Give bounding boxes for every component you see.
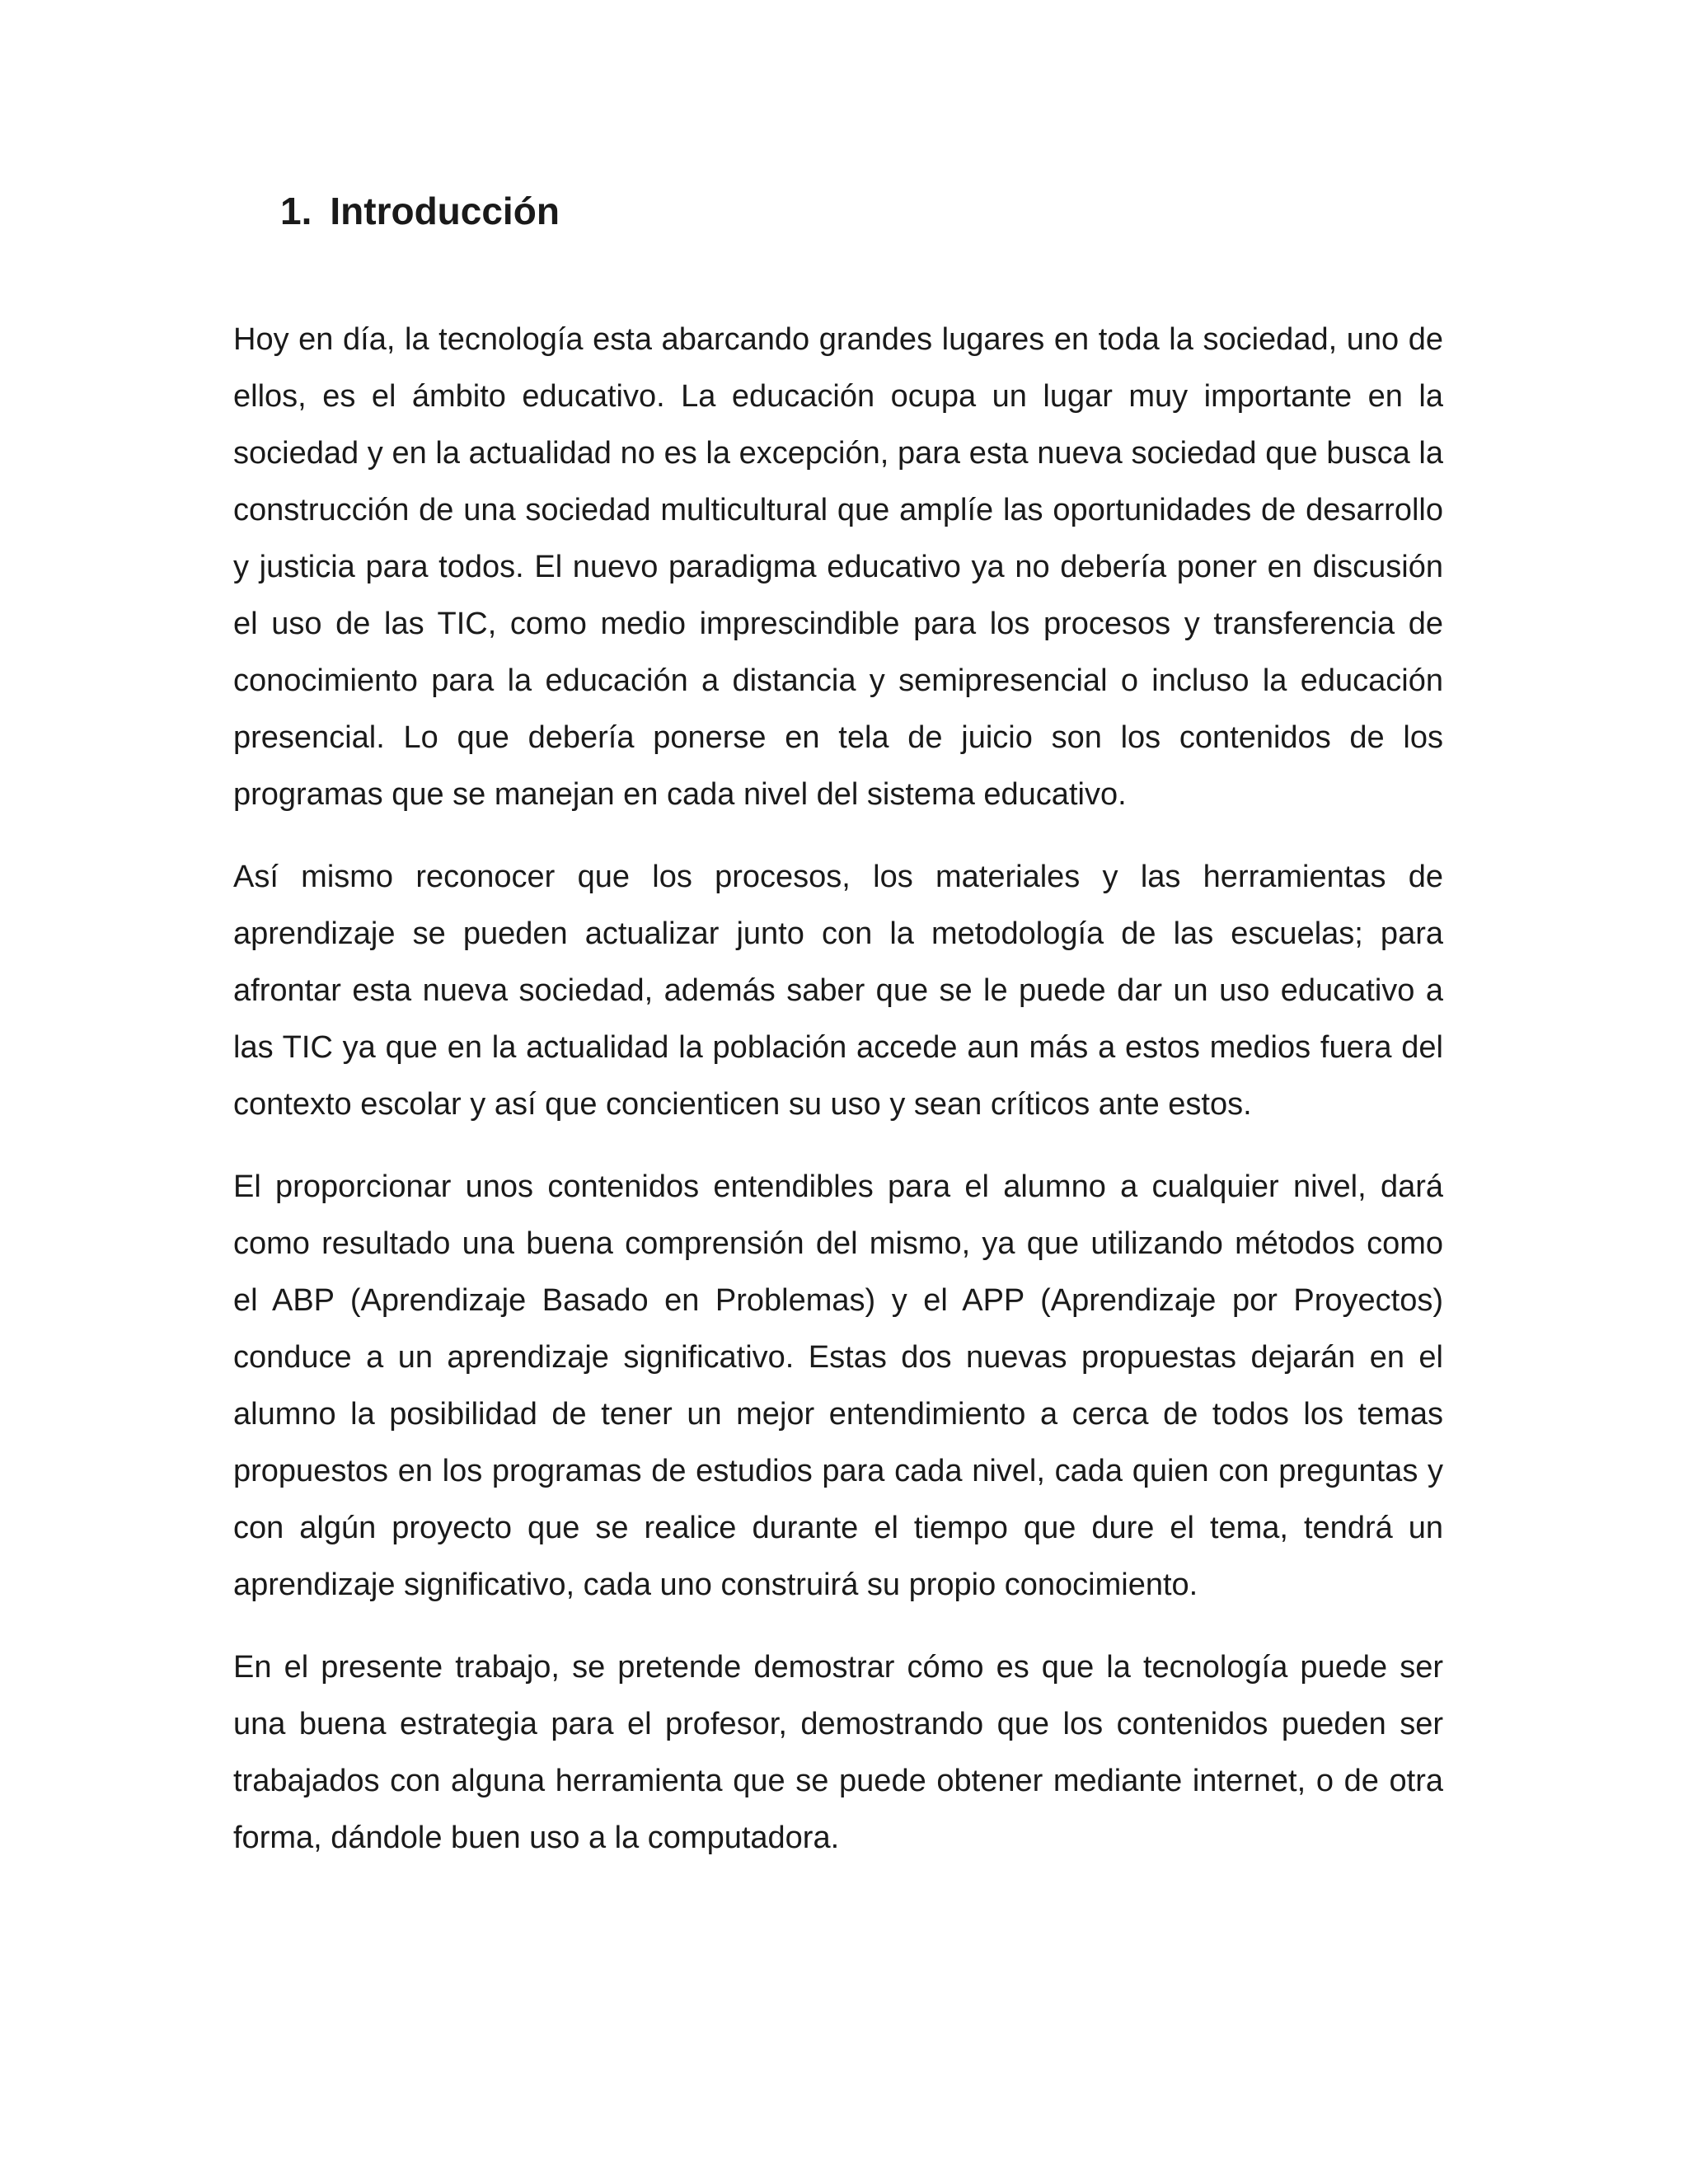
paragraph-1: Hoy en día, la tecnología esta abarcando grandes lugares en toda la sociedad, uno de ellos, es el ámbito educativo. La educación ocupa un lugar muy importante en la sociedad y en la actualidad no es la excepción, para esta nueva sociedad que busca la construcción de una sociedad multicultural que amplíe las oportunidades de desarrollo y justicia para todos. El nuevo paradigma educativo ya no debería poner en discusión el uso de las TIC, como medio imprescindible para los procesos y transferencia de conocimiento para la educación a distancia y semipresencial o incluso la educación presencial. Lo que debería ponerse en tela de juicio son los contenidos de los programas que se manejan en cada nivel del sistema educativo.: [233, 322, 1443, 812]
paragraph-4: En el presente trabajo, se pretende demostrar cómo es que la tecnología puede ser una buena estrategia para el profesor, demostrando que los contenidos pueden ser trabajados con alguna herramienta que se puede obtener mediante internet, o de otra forma, dándole buen uso a la computadora.: [233, 1650, 1443, 1855]
section-title: Introducción: [330, 190, 560, 232]
body-text: [233, 312, 1443, 1892]
paragraph-2: Así mismo reconocer que los procesos, los materiales y las herramientas de aprendizaje se pueden actualizar junto con la metodología de las escuelas; para afrontar esta nueva sociedad, además saber que se le puede dar un uso educativo a las TIC ya que en la actualidad la población accede aun más a estos medios fuera del contexto escolar y así que concienticen su uso y sean críticos ante estos.: [233, 860, 1443, 1122]
paragraph-3: El proporcionar unos contenidos entendibles para el alumno a cualquier nivel, dará como resultado una buena comprensión del mismo, ya que utilizando métodos como el ABP (Aprendizaje Basado en Problemas) y el APP (Aprendizaje por Proyectos) conduce a un aprendizaje significativo. Estas dos nuevas propuestas dejarán en el alumno la posibilidad de tener un mejor entendimiento a cerca de todos los temas propuestos en los programas de estudios para cada nivel, cada quien con preguntas y con algún proyecto que se realice durante el tiempo que dure el tema, tendrá un aprendizaje significativo, cada uno construirá su propio conocimiento.: [233, 1169, 1443, 1602]
section-number: 1.: [280, 190, 312, 232]
section-heading: [280, 188, 560, 234]
